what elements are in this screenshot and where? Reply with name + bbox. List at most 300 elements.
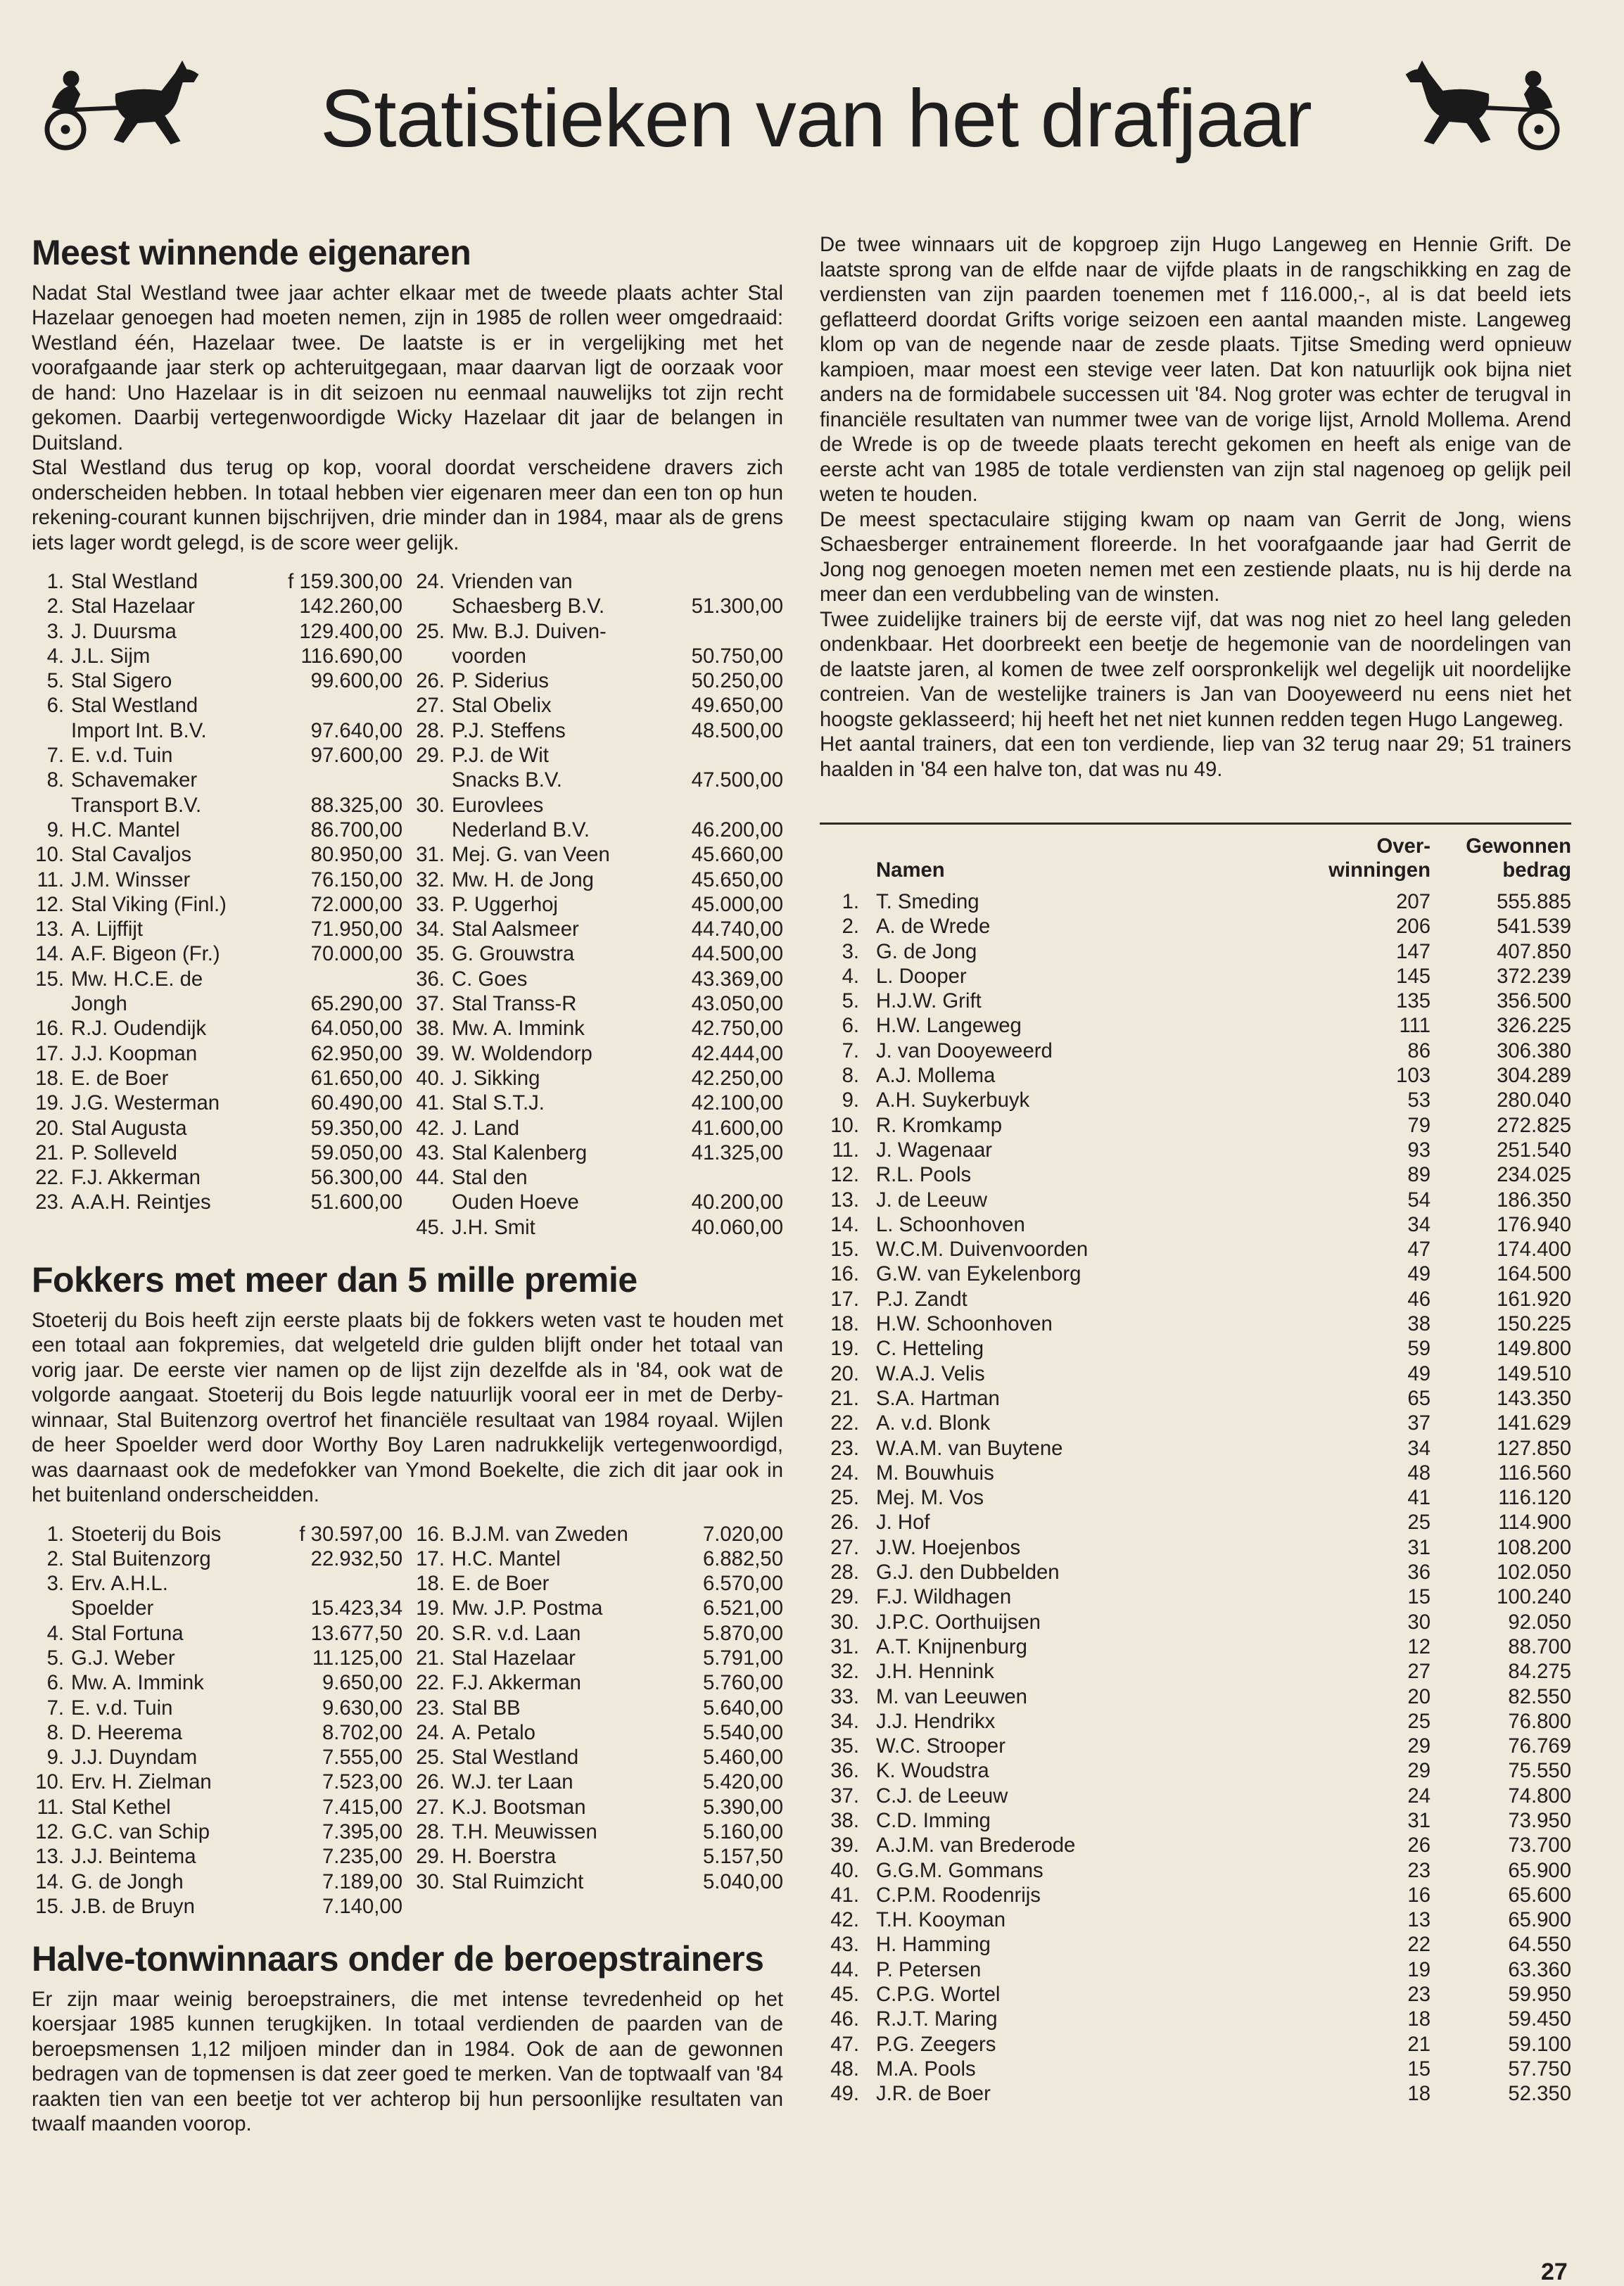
table-cell-wins: 31 <box>1407 1808 1430 1832</box>
list-item-amount: 76.150,00 <box>310 868 402 891</box>
table-row <box>820 1312 1571 1336</box>
list-item-name <box>71 1670 322 1695</box>
list-item <box>32 1091 402 1115</box>
table-cell-wins: 25 <box>1407 1709 1430 1733</box>
owners-intro: Nadat Stal Westland twee jaar achter elkaar met de tweede plaats achter Stal Hazelaar genoegen had moeten nemen, zijn in 1985 de rollen weer omgedraaid: Westland één, Hazelaar twee. De laatste is er in vergelijking met het voorafgaande jaar sterk op achteruitgegaan, maar daarvan ligt de oorzaak voor de hand: Uno Hazelaar is in dit seizoen nu eenmaal nauwelijks tot zijn recht gekomen. Daarbij vertegenwoordigde Wicky Hazelaar dit jaar de belangen in Duitsland. <box>32 281 783 455</box>
list-item-name <box>71 1522 299 1547</box>
table-cell-rank: 40. <box>830 1858 859 1882</box>
table-cell-wins: 12 <box>1407 1634 1430 1658</box>
list-item <box>32 1016 402 1041</box>
table-cell-rank: 35. <box>830 1734 859 1758</box>
table-row <box>820 1883 1571 1907</box>
list-item-name <box>71 569 288 594</box>
list-item-amount: 97.640,00 <box>310 718 402 742</box>
list-item-name-line1: Stal Westland <box>452 1746 579 1770</box>
list-item <box>412 1670 783 1695</box>
list-item-name <box>71 917 311 941</box>
list-item-rank: 5. <box>46 1646 64 1670</box>
list-item-name <box>71 1621 311 1646</box>
table-row <box>820 1485 1571 1510</box>
list-item-amount: 7.555,00 <box>322 1746 402 1770</box>
table-cell-wins: 47 <box>1407 1238 1430 1262</box>
list-item-name-line1: A.A.H. Reintjes <box>71 1190 211 1214</box>
list-item-name-line1: K.J. Bootsman <box>452 1795 586 1819</box>
list-item-name-line1: Stal Fortuna <box>71 1621 184 1645</box>
list-item-name-line1: Mw. H.C.E. de <box>71 967 203 991</box>
list-item-name-line1: J. Duursma <box>71 619 177 643</box>
table-cell-wins: 23 <box>1407 1858 1430 1882</box>
list-item-amount: 65.290,00 <box>310 992 402 1016</box>
trotter-harness-racing-icon <box>32 51 208 156</box>
table-cell-wins: 15 <box>1407 2057 1430 2081</box>
list-item-name-line1: Stal Transs-R <box>452 992 577 1016</box>
table-cell-name: G.W. van Eykelenborg <box>876 1262 1081 1286</box>
list-item-amount: 8.702,00 <box>322 1720 402 1744</box>
list-item-name-line1: Stal Sigero <box>71 669 172 693</box>
list-item-amount: 22.932,50 <box>310 1547 402 1570</box>
breeders-list-left <box>32 1522 402 1919</box>
table-cell-rank: 42. <box>830 1908 859 1932</box>
list-item-rank: 21. <box>35 1141 64 1164</box>
trainers-heading: Halve-tonwinnaars onder de beroepstrainers <box>32 1939 764 1979</box>
list-item-name <box>452 1547 703 1571</box>
table-divider <box>820 823 1571 825</box>
table-cell-name: J.R. de Boer <box>876 2082 991 2106</box>
list-item-name-line2: Transport B.V. <box>71 793 202 817</box>
list-item-name <box>71 768 311 818</box>
list-item <box>32 1190 402 1214</box>
table-cell-wins: 65 <box>1407 1386 1430 1410</box>
list-item-name <box>71 743 311 768</box>
list-item-amount: 97.600,00 <box>310 744 402 768</box>
table-cell-rank: 27. <box>830 1535 859 1559</box>
list-item <box>412 693 783 718</box>
list-item-amount: 46.200,00 <box>691 818 783 842</box>
list-item-name <box>452 1696 703 1720</box>
list-item-name <box>71 1869 322 1894</box>
list-item-name <box>71 1547 311 1571</box>
list-item-name-line1: F.J. Akkerman <box>452 1671 581 1695</box>
list-item-amount: 5.460,00 <box>702 1746 783 1770</box>
list-item-rank: 8. <box>46 1720 64 1744</box>
list-item <box>412 1091 783 1115</box>
table-cell-wins: 86 <box>1407 1039 1430 1062</box>
list-item-name-line1: Stal Kethel <box>71 1795 171 1819</box>
table-cell-amount: 88.700 <box>1508 1634 1571 1658</box>
list-item <box>412 718 783 743</box>
trotter-harness-racing-icon <box>1397 51 1573 156</box>
table-cell-wins: 111 <box>1399 1014 1430 1038</box>
list-item-rank: 22. <box>35 1166 64 1190</box>
table-cell-wins: 147 <box>1396 939 1430 963</box>
list-item-rank: 38. <box>416 1017 445 1041</box>
list-item-name-line1: Mw. A. Immink <box>71 1671 204 1695</box>
table-row <box>820 1858 1571 1883</box>
list-item-name-line1: Vrienden van <box>452 570 573 593</box>
list-item-name-line1: E. de Boer <box>452 1572 550 1596</box>
table-cell-rank: 4. <box>842 964 859 988</box>
list-item-amount: 80.950,00 <box>310 843 402 867</box>
table-cell-rank: 38. <box>830 1808 859 1832</box>
list-item <box>32 967 402 1017</box>
list-item-rank: 23. <box>416 1696 445 1720</box>
list-item-rank: 36. <box>416 967 445 991</box>
list-item-name-line1: A. Petalo <box>452 1720 535 1744</box>
list-item <box>412 1696 783 1720</box>
breeders-list <box>32 1522 783 1919</box>
list-item-amount: 15.423,34 <box>310 1596 402 1620</box>
table-cell-wins: 25 <box>1407 1511 1430 1535</box>
table-cell-amount: 356.500 <box>1497 989 1571 1013</box>
list-item-rank: 8. <box>46 768 64 792</box>
table-cell-name: J.P.C. Oorthuijsen <box>876 1610 1041 1634</box>
table-cell-amount: 555.885 <box>1497 890 1571 913</box>
list-item-amount: 5.157,50 <box>702 1845 783 1869</box>
col-name-header: Namen <box>876 858 945 882</box>
list-item <box>32 1116 402 1141</box>
col-wins-header <box>1290 834 1430 882</box>
list-item-name-line1: Stal Augusta <box>71 1116 187 1140</box>
list-item-amount: 47.500,00 <box>691 768 783 792</box>
table-cell-rank: 8. <box>842 1064 859 1088</box>
list-item-name-line1: H.C. Mantel <box>452 1547 561 1570</box>
list-item-rank: 19. <box>35 1091 64 1115</box>
table-cell-rank: 10. <box>830 1113 859 1137</box>
list-item-amount: 7.395,00 <box>322 1820 402 1844</box>
table-cell-name: H.J.W. Grift <box>876 989 982 1013</box>
table-row <box>820 1734 1571 1758</box>
list-item-name-line1: Mw. J.P. Postma <box>452 1596 603 1620</box>
list-item-rank: 41. <box>416 1091 445 1115</box>
table-cell-rank: 26. <box>830 1511 859 1535</box>
page-title: Statistieken van het drafjaar <box>320 72 1312 164</box>
table-cell-name: G.J. den Dubbelden <box>876 1561 1060 1585</box>
owners-heading: Meest winnende eigenaren <box>32 233 471 272</box>
table-cell-amount: 74.800 <box>1508 1784 1571 1808</box>
list-item <box>412 967 783 991</box>
table-cell-rank: 25. <box>830 1486 859 1510</box>
col-wins-header-1: Over- <box>1376 834 1430 858</box>
table-cell-wins: 23 <box>1407 1983 1430 2007</box>
list-item-amount: 59.050,00 <box>310 1141 402 1164</box>
list-item-name-line1: J.J. Koopman <box>71 1041 198 1065</box>
list-item <box>32 768 402 818</box>
table-cell-wins: 46 <box>1407 1287 1430 1311</box>
trainers-table-body <box>820 889 1571 2107</box>
table-row <box>820 1659 1571 1684</box>
list-item-amount: 62.950,00 <box>310 1041 402 1065</box>
list-item-amount: 59.350,00 <box>310 1116 402 1140</box>
list-item-rank: 19. <box>416 1596 445 1620</box>
list-item-name <box>71 1745 322 1770</box>
table-cell-amount: 52.350 <box>1508 2082 1571 2106</box>
table-row <box>820 1212 1571 1237</box>
list-item-amount: 71.950,00 <box>310 917 402 941</box>
table-cell-name: C.P.G. Wortel <box>876 1983 1001 2007</box>
list-item <box>412 619 783 669</box>
list-item-name-line1: G.C. van Schip <box>71 1820 210 1844</box>
list-item-name <box>452 1670 703 1695</box>
list-item-name-line2: Nederland B.V. <box>452 818 590 842</box>
table-row <box>820 1237 1571 1262</box>
list-item-name-line2: Snacks B.V. <box>452 768 562 792</box>
table-row <box>820 1013 1571 1038</box>
table-cell-amount: 76.769 <box>1508 1734 1571 1758</box>
list-item-name-line2: Import Int. B.V. <box>71 718 207 742</box>
list-item-name-line1: J.M. Winsser <box>71 868 191 891</box>
table-row <box>820 1684 1571 1709</box>
list-item-name-line1: J. Land <box>452 1116 520 1140</box>
list-item <box>32 1141 402 1165</box>
table-cell-amount: 407.850 <box>1497 939 1571 963</box>
list-item-name <box>71 1116 311 1141</box>
list-item-rank: 7. <box>46 1696 64 1720</box>
list-item-amount: 50.750,00 <box>691 644 783 668</box>
list-item <box>32 619 402 644</box>
table-cell-name: Mej. M. Vos <box>876 1486 984 1510</box>
table-cell-name: L. Dooper <box>876 964 967 988</box>
table-cell-rank: 14. <box>830 1212 859 1236</box>
list-item-name-line1: Stal Obelix <box>452 694 552 718</box>
table-cell-amount: 149.510 <box>1497 1361 1571 1385</box>
list-item-rank: 32. <box>416 868 445 891</box>
table-row <box>820 1585 1571 1609</box>
list-item-rank: 9. <box>46 818 64 842</box>
list-item-amount: f 159.300,00 <box>288 570 402 593</box>
list-item-rank: 30. <box>416 793 445 817</box>
table-cell-amount: 64.550 <box>1508 1933 1571 1957</box>
table-cell-amount: 116.560 <box>1498 1461 1571 1485</box>
list-item-name-line1: J.J. Duyndam <box>71 1746 198 1770</box>
table-cell-wins: 21 <box>1407 2032 1430 2056</box>
list-item-name <box>452 1621 703 1646</box>
list-item-name <box>71 1646 312 1670</box>
list-item-name <box>71 668 311 693</box>
list-item <box>32 644 402 668</box>
table-cell-name: J. Hof <box>876 1511 930 1535</box>
list-item <box>32 941 402 966</box>
table-row <box>820 1907 1571 1932</box>
table-cell-amount: 186.350 <box>1497 1188 1571 1212</box>
list-item <box>32 818 402 842</box>
table-cell-name: W.A.J. Velis <box>876 1361 985 1385</box>
table-cell-name: F.J. Wildhagen <box>876 1585 1012 1609</box>
table-cell-name: A. v.d. Blonk <box>876 1411 991 1435</box>
table-cell-wins: 18 <box>1407 2082 1430 2106</box>
list-item-name-line1: W.J. ter Laan <box>452 1770 573 1794</box>
list-item-rank: 25. <box>416 619 445 643</box>
table-cell-wins: 18 <box>1407 2007 1430 2031</box>
list-item <box>412 1215 783 1240</box>
table-row <box>820 2057 1571 2081</box>
list-item-name <box>452 967 692 991</box>
list-item-name <box>452 1869 703 1894</box>
table-cell-rank: 28. <box>830 1561 859 1585</box>
list-item-name-line1: Mw. B.J. Duiven- <box>452 619 607 643</box>
table-cell-wins: 145 <box>1396 964 1430 988</box>
list-item-amount: 43.369,00 <box>691 967 783 991</box>
list-item-amount: 116.690,00 <box>300 644 402 668</box>
list-item <box>412 917 783 941</box>
table-cell-rank: 45. <box>830 1983 859 2007</box>
table-cell-wins: 41 <box>1407 1486 1430 1510</box>
list-item-name <box>452 1770 703 1794</box>
list-item-name <box>71 842 311 867</box>
list-item-name-line1: Stal Aalsmeer <box>452 917 579 941</box>
table-cell-amount: 100.240 <box>1497 1585 1571 1609</box>
list-item-name-line1: Stal BB <box>452 1696 521 1720</box>
list-item-rank: 16. <box>35 1017 64 1041</box>
list-item <box>32 1165 402 1190</box>
table-cell-name: C.J. de Leeuw <box>876 1784 1008 1808</box>
table-row <box>820 1932 1571 1957</box>
list-item <box>32 569 402 594</box>
table-cell-name: M. van Leeuwen <box>876 1684 1027 1708</box>
list-item-amount: 42.100,00 <box>691 1091 783 1115</box>
list-item-rank: 15. <box>35 967 64 991</box>
table-cell-amount: 272.825 <box>1497 1113 1571 1137</box>
list-item-rank: 11. <box>37 1795 64 1819</box>
list-item-name-line1: C. Goes <box>452 967 528 991</box>
list-item-name <box>71 1571 311 1621</box>
list-item-amount: 40.060,00 <box>691 1215 783 1239</box>
table-row <box>820 989 1571 1013</box>
table-row <box>820 1560 1571 1585</box>
table-row <box>820 1461 1571 1485</box>
list-item <box>412 1720 783 1745</box>
table-cell-wins: 27 <box>1407 1660 1430 1684</box>
list-item-amount: 129.400,00 <box>299 619 402 643</box>
table-cell-wins: 31 <box>1407 1535 1430 1559</box>
table-cell-wins: 34 <box>1407 1212 1430 1236</box>
list-item-name <box>71 1041 311 1066</box>
list-item-amount: 51.300,00 <box>691 595 783 618</box>
list-item-rank: 5. <box>46 669 64 693</box>
table-cell-amount: 57.750 <box>1508 2057 1571 2081</box>
list-item-name-line1: J.L. Sijm <box>71 644 151 668</box>
table-cell-rank: 39. <box>830 1834 859 1858</box>
table-row <box>820 1336 1571 1361</box>
table-cell-name: A.J.M. van Brederode <box>876 1834 1076 1858</box>
list-item <box>32 1646 402 1670</box>
list-item <box>412 1869 783 1894</box>
table-row <box>820 1436 1571 1461</box>
table-cell-wins: 36 <box>1407 1561 1430 1585</box>
list-item-rank: 37. <box>416 992 445 1016</box>
list-item-amount: 5.870,00 <box>702 1621 783 1645</box>
list-item-amount: 6.521,00 <box>702 1596 783 1620</box>
table-cell-wins: 30 <box>1407 1610 1430 1634</box>
list-item-amount: 56.300,00 <box>310 1166 402 1190</box>
table-cell-wins: 24 <box>1407 1784 1430 1808</box>
list-item-rank: 10. <box>35 1770 64 1794</box>
list-item <box>412 1041 783 1066</box>
table-cell-rank: 44. <box>830 1957 859 1981</box>
list-item <box>32 1770 402 1794</box>
list-item <box>412 1795 783 1820</box>
list-item-amount: 41.325,00 <box>691 1141 783 1164</box>
list-item-name <box>452 1016 692 1041</box>
list-item-rank: 6. <box>46 1671 64 1695</box>
list-item-rank: 33. <box>416 892 445 916</box>
list-item <box>32 868 402 892</box>
table-row <box>820 1386 1571 1411</box>
list-item-rank: 29. <box>416 1845 445 1869</box>
list-item-rank: 9. <box>46 1746 64 1770</box>
table-cell-wins: 16 <box>1407 1883 1430 1907</box>
table-cell-name: J.J. Hendrikx <box>876 1709 996 1733</box>
list-item-name-line1: Stal Cavaljos <box>71 843 191 867</box>
list-item-name-line1: Stal S.T.J. <box>452 1091 545 1115</box>
list-item <box>32 743 402 768</box>
list-item-amount: 88.325,00 <box>310 793 402 817</box>
list-item-amount: 6.570,00 <box>702 1572 783 1596</box>
table-cell-amount: 326.225 <box>1497 1014 1571 1038</box>
list-item-rank: 24. <box>416 1720 445 1744</box>
list-item-rank: 4. <box>46 644 64 668</box>
list-item-name-line2: Ouden Hoeve <box>452 1190 579 1214</box>
list-item-rank: 25. <box>416 1746 445 1770</box>
list-item-name <box>71 818 311 842</box>
list-item-amount: 5.640,00 <box>702 1696 783 1720</box>
table-cell-wins: 34 <box>1407 1436 1430 1460</box>
table-row <box>820 1982 1571 2007</box>
list-item-name-line1: Mw. H. de Jong <box>452 868 594 891</box>
list-item-name-line1: P. Uggerhoj <box>452 892 558 916</box>
list-item-name <box>452 1041 692 1066</box>
list-item-name <box>452 668 692 693</box>
table-cell-amount: 76.800 <box>1508 1709 1571 1733</box>
list-item-amount: 45.650,00 <box>691 868 783 891</box>
table-cell-name: J.H. Hennink <box>876 1660 994 1684</box>
breeders-list-right <box>412 1522 783 1919</box>
table-cell-rank: 1. <box>842 890 859 913</box>
table-cell-amount: 73.950 <box>1508 1808 1571 1832</box>
table-cell-name: R.J.T. Maring <box>876 2007 998 2031</box>
list-item-name-line2: Jongh <box>71 992 127 1016</box>
trainers-text-2: De meest spectaculaire stijging kwam op naam van Gerrit de Jong, wiens Schaesberger entrainement floreerde. In het voorafgaande jaar had Gerrit de Jong nog genoegen moeten nemen met een zestiende plaats, nu is hij derde na meer dan een verdubbeling van de winsten. <box>820 507 1571 606</box>
table-cell-amount: 108.200 <box>1497 1535 1571 1559</box>
list-item <box>412 1165 783 1215</box>
table-cell-wins: 22 <box>1407 1933 1430 1957</box>
list-item-amount: 7.189,00 <box>322 1869 402 1893</box>
list-item-name-line1: G. Grouwstra <box>452 942 575 966</box>
table-cell-amount: 280.040 <box>1497 1088 1571 1112</box>
list-item-name <box>71 941 311 966</box>
list-item-name-line1: G.J. Weber <box>71 1646 175 1670</box>
table-cell-rank: 32. <box>830 1660 859 1684</box>
list-item-name <box>452 619 692 669</box>
table-cell-name: P.J. Zandt <box>876 1287 968 1311</box>
list-item-rank: 1. <box>46 1522 64 1546</box>
table-cell-name: R. Kromkamp <box>876 1113 1003 1137</box>
table-cell-rank: 41. <box>830 1883 859 1907</box>
col-wins-header-2: winningen <box>1328 858 1430 882</box>
table-cell-amount: 84.275 <box>1508 1660 1571 1684</box>
list-item-name <box>71 1141 311 1165</box>
list-item-name <box>452 892 692 917</box>
list-item-name-line1: Mw. A. Immink <box>452 1017 585 1041</box>
table-cell-name: P.G. Zeegers <box>876 2032 996 2056</box>
list-item-amount: 7.235,00 <box>322 1845 402 1869</box>
list-item-name <box>452 1165 692 1215</box>
list-item-amount: 45.000,00 <box>691 892 783 916</box>
list-item-name-line1: F.J. Akkerman <box>71 1166 201 1190</box>
list-item <box>412 892 783 917</box>
list-item-name <box>71 1066 311 1091</box>
list-item-rank: 10. <box>35 843 64 867</box>
table-cell-wins: 93 <box>1407 1138 1430 1162</box>
